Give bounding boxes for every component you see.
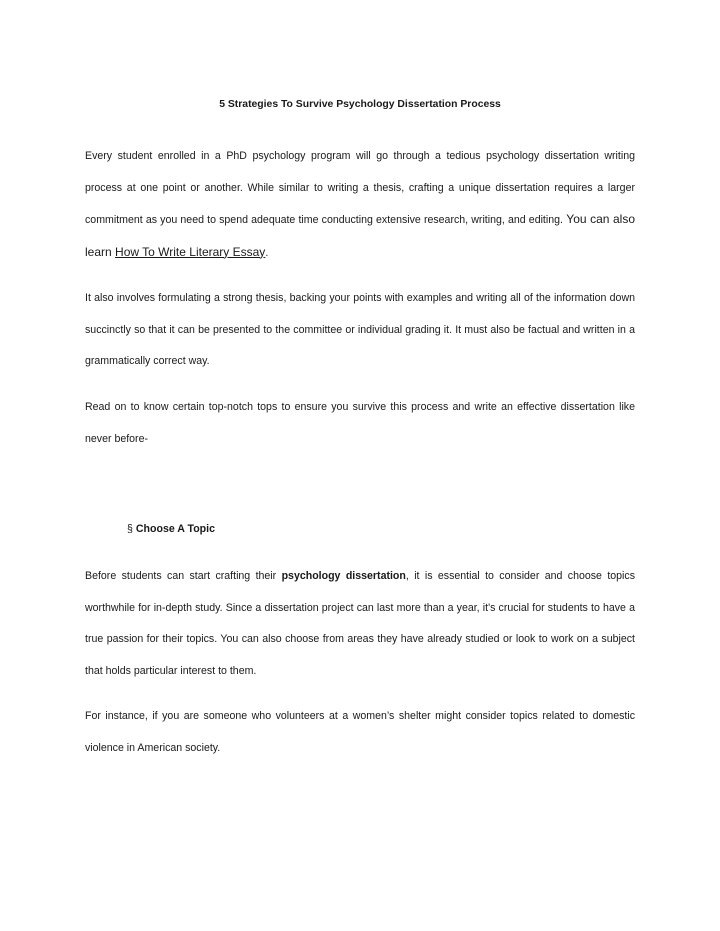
paragraph-choose-topic — [85, 561, 635, 687]
paragraph-read-on: Read on to know certain top-notch tops to ensure you survive this process and write an effective dissertation like never before- — [85, 401, 635, 445]
section-symbol: § — [127, 523, 133, 535]
section-heading-text: Choose A Topic — [135, 523, 215, 535]
learn-more-prefix: You can also learn — [85, 212, 635, 259]
literary-essay-link[interactable]: How To Write Literary Essay — [115, 244, 266, 259]
link-suffix: . — [265, 246, 269, 259]
paragraph-intro — [85, 141, 635, 269]
paragraph-choose-topic-before: Before students can start crafting their — [85, 570, 282, 582]
paragraph-thesis: It also involves formulating a strong thesis, backing your points with examples and writing all of the information down succinctly so that it can be presented to the committee or individual grading it. It must also be factual and written in a grammatically correct way. — [85, 292, 635, 367]
paragraph-choose-topic-after: , it is essential to consider and choose topics worthwhile for in-depth study. Since a dissertation project can last more than a year, it's crucial for students to have a true passion for their topics. You can also choose from areas they have already studied or look to work on a subject that holds particular interest to them. — [85, 570, 636, 677]
paragraph-intro-text: Every student enrolled in a PhD psychology program will go through a tedious psychology dissertation writing process at one point or another. While similar to writing a thesis, crafting a unique dissertation requires a larger commitment as you need to spend adequate time conducting extensive research, writing, and editing. — [85, 150, 635, 226]
section-heading-choose-topic — [127, 523, 215, 535]
paragraph-example: For instance, if you are someone who volunteers at a women’s shelter might consider topics related to domestic violence in American society. — [85, 710, 635, 754]
document-title: 5 Strategies To Survive Psychology Dissertation Process — [219, 99, 501, 110]
psychology-dissertation-emphasis: psychology dissertation — [281, 570, 406, 582]
